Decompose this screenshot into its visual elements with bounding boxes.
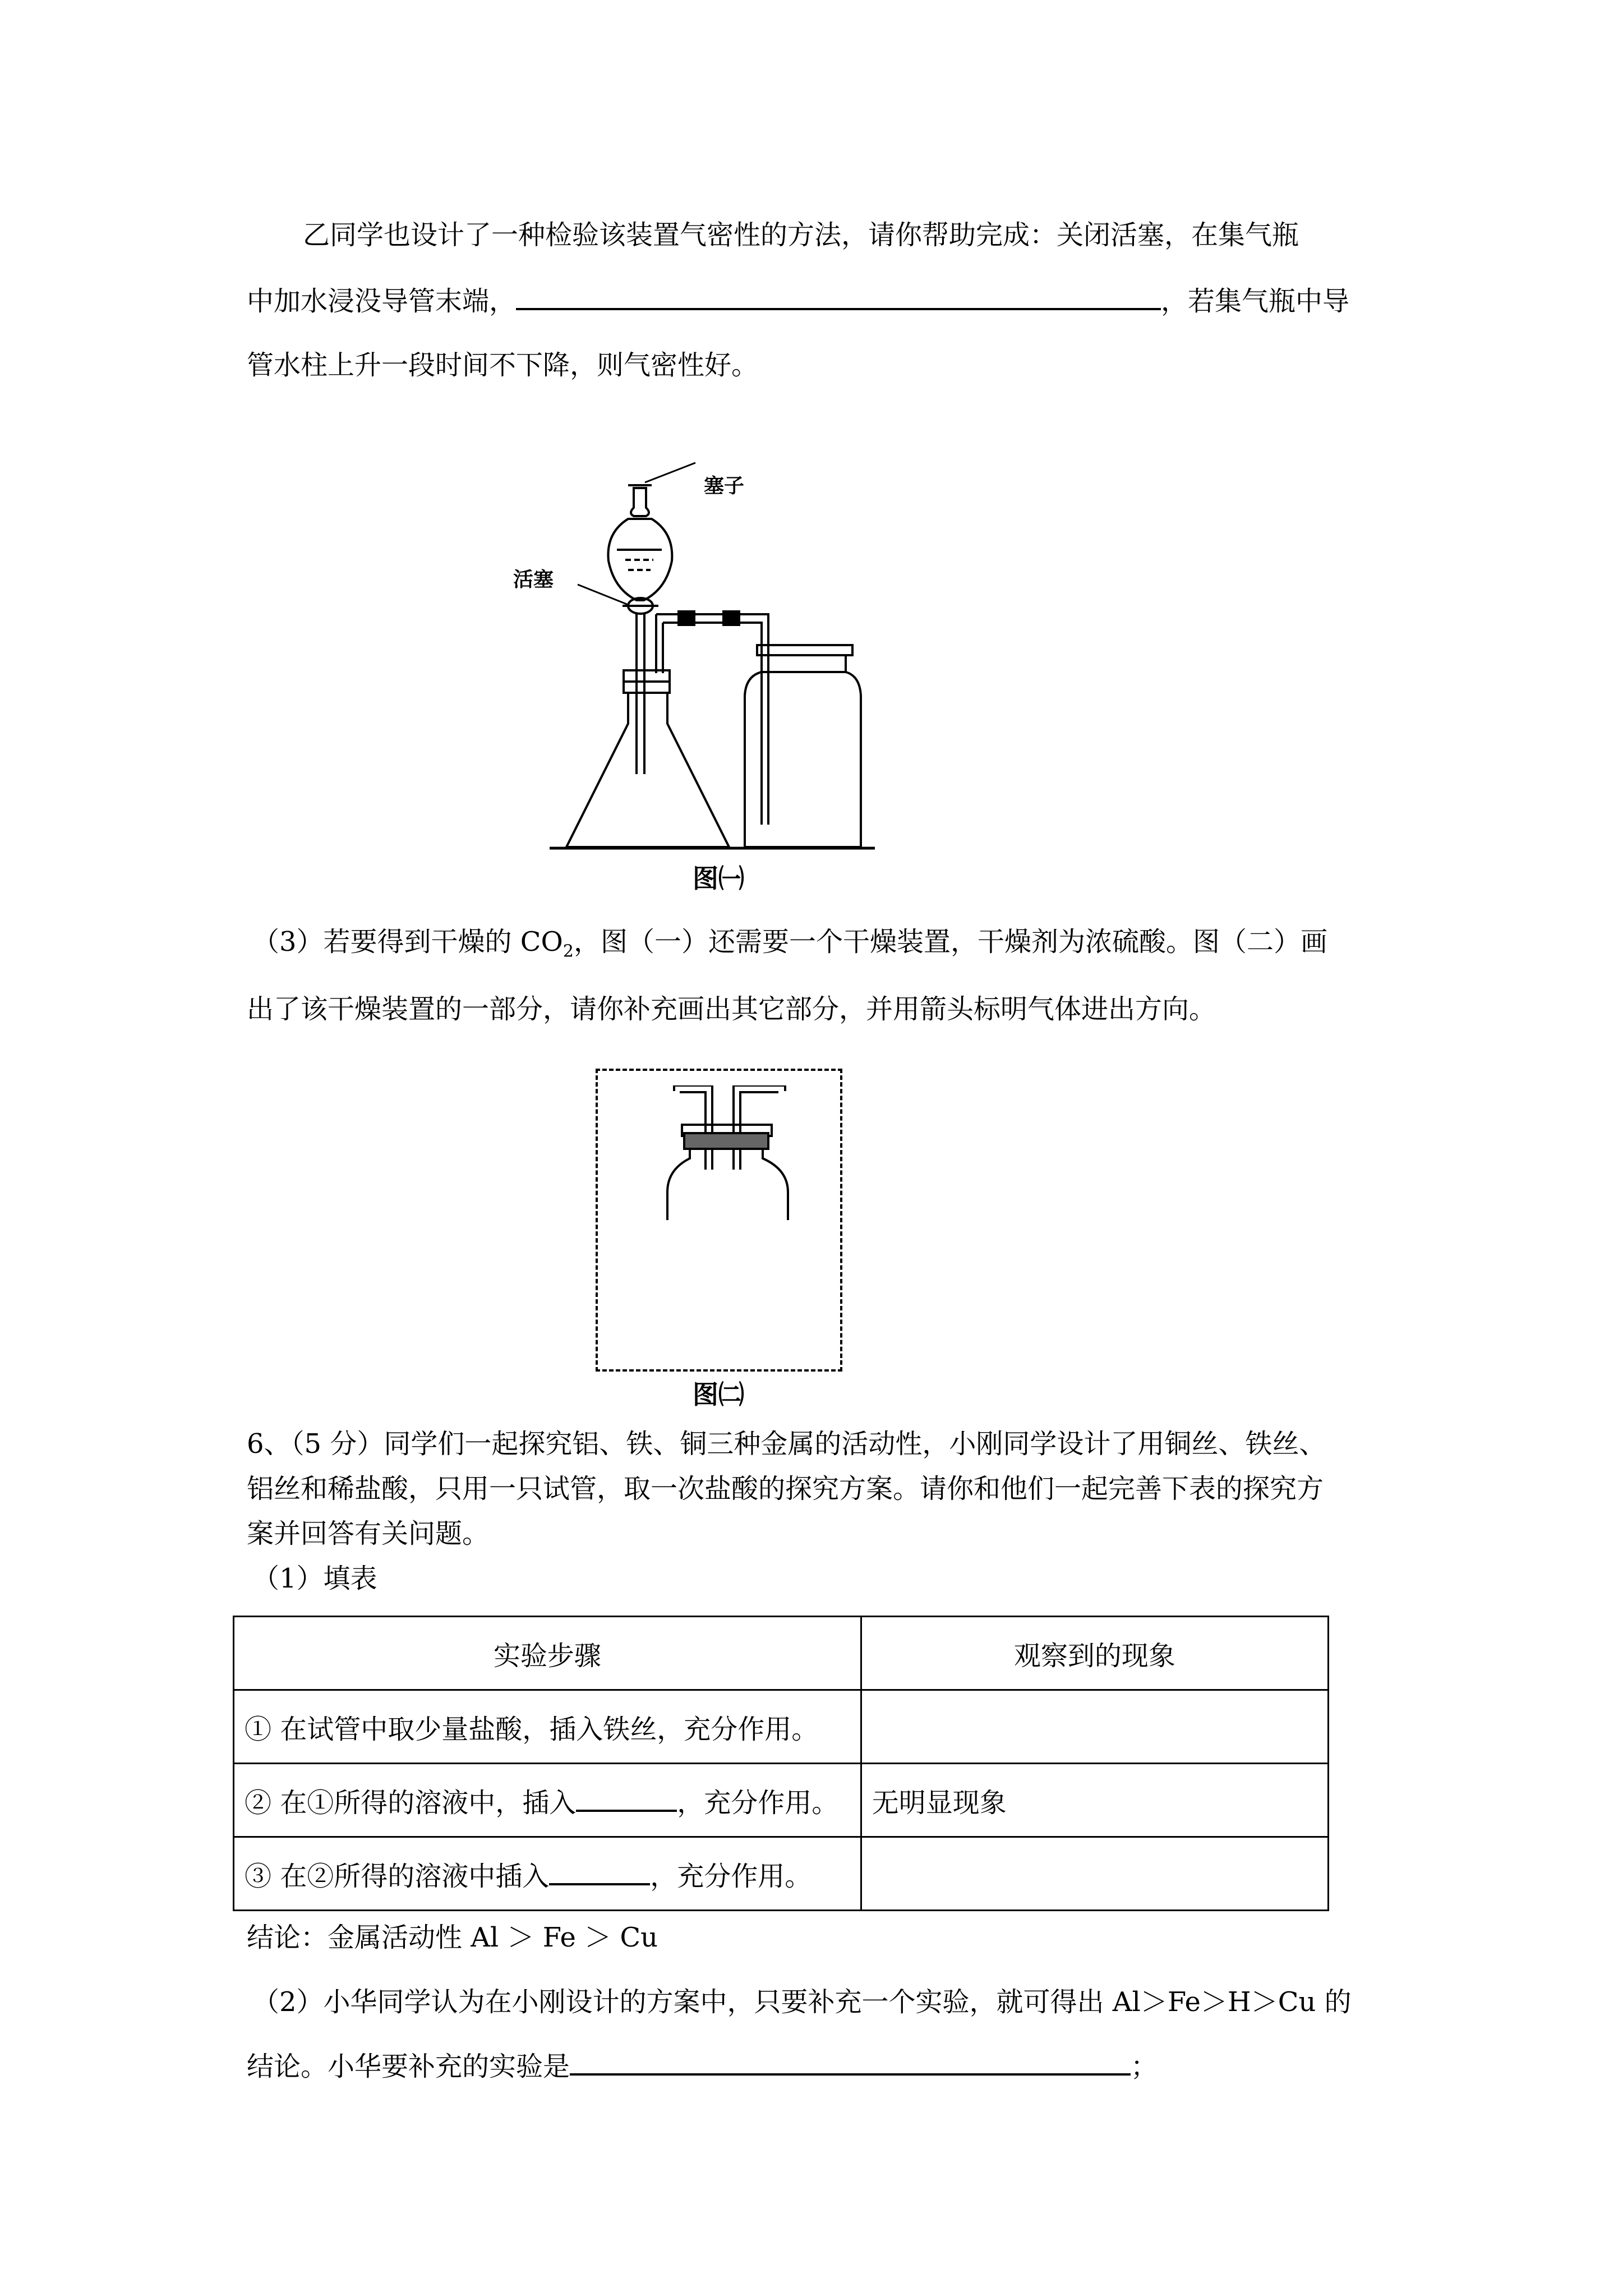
row3-step-b: ，充分作用。	[650, 1860, 812, 1892]
figure1-label-plug: 塞子	[704, 475, 745, 498]
q6-sub-1: （1）填表	[252, 1563, 377, 1594]
header-observations: 观察到的现象	[861, 1617, 1328, 1690]
answer-blank-airtight[interactable]	[516, 286, 1161, 310]
figure1-caption: 图㈠	[693, 863, 744, 894]
row1-step: ① 在试管中取少量盐酸，插入铁丝，充分作用。	[234, 1690, 861, 1764]
experiment-table	[233, 1616, 1329, 1911]
answer-blank-experiment[interactable]	[570, 2051, 1131, 2076]
row2-blank[interactable]	[576, 1787, 677, 1812]
part2-line-1: （2）小华同学认为在小刚设计的方案中，只要补充一个实验，就可得出 Al＞Fe＞H＞Cu 的	[252, 1986, 1352, 2018]
part3-line-2: 出了该干燥装置的一部分，请你补充画出其它部分，并用箭头标明气体进出方向。	[247, 993, 1216, 1025]
row2-step	[234, 1764, 861, 1837]
table-row	[234, 1764, 1329, 1837]
part2-line-2-a: 结论。小华要补充的实验是	[247, 2051, 570, 2082]
part2-line-2-b: ；	[1131, 2051, 1158, 2082]
conclusion: 结论：金属活动性 Al ＞ Fe ＞ Cu	[247, 1922, 658, 1953]
q6-line-1: 6、（5 分）同学们一起探究铝、铁、铜三种金属的活动性，小刚同学设计了用铜丝、铁丝、	[247, 1428, 1326, 1460]
intro-line-2-after: ，若集气瓶中导	[1161, 286, 1350, 317]
row3-blank[interactable]	[549, 1861, 650, 1885]
intro-line-2-before: 中加水浸没导管末端，	[247, 286, 517, 317]
part2-line-2	[247, 2045, 1158, 2083]
header-steps: 实验步骤	[234, 1617, 861, 1690]
part3-subscript: 2	[562, 941, 574, 961]
table-header-row	[234, 1617, 1329, 1690]
intro-line-1: 乙同学也设计了一种检验该装置气密性的方法，请你帮助完成：关闭活塞，在集气瓶	[303, 219, 1299, 251]
row1-observation-input[interactable]	[861, 1690, 1328, 1764]
part3-line-1	[252, 920, 1327, 961]
part3-line-1-b: ，图（一）还需要一个干燥装置，干燥剂为浓硫酸。图（二）画	[573, 926, 1327, 958]
row3-observation-input[interactable]	[861, 1837, 1328, 1911]
figure2-caption: 图㈡	[693, 1379, 744, 1410]
row2-observation: 无明显现象	[861, 1764, 1328, 1837]
table-row	[234, 1837, 1329, 1911]
intro-line-2	[247, 279, 1349, 318]
q6-line-2: 铝丝和稀盐酸，只用一只试管，取一次盐酸的探究方案。请你和他们一起完善下表的探究方	[247, 1473, 1324, 1504]
row3-step-a: ③ 在②所得的溶液中插入	[245, 1860, 550, 1892]
row2-step-b: ，充分作用。	[677, 1787, 839, 1819]
table-row	[234, 1690, 1329, 1764]
figure1-apparatus-diagram	[494, 460, 909, 864]
q6-line-3: 案并回答有关问题。	[247, 1518, 490, 1549]
row2-step-a: ② 在①所得的溶液中，插入	[245, 1787, 577, 1819]
row3-step	[234, 1837, 861, 1911]
part3-line-1-a: （3）若要得到干燥的 CO	[252, 926, 563, 958]
figure1-label-valve: 活塞	[513, 568, 554, 591]
figure2-bottle-diagram	[662, 1085, 796, 1220]
intro-line-3: 管水柱上升一段时间不下降，则气密性好。	[247, 349, 759, 381]
